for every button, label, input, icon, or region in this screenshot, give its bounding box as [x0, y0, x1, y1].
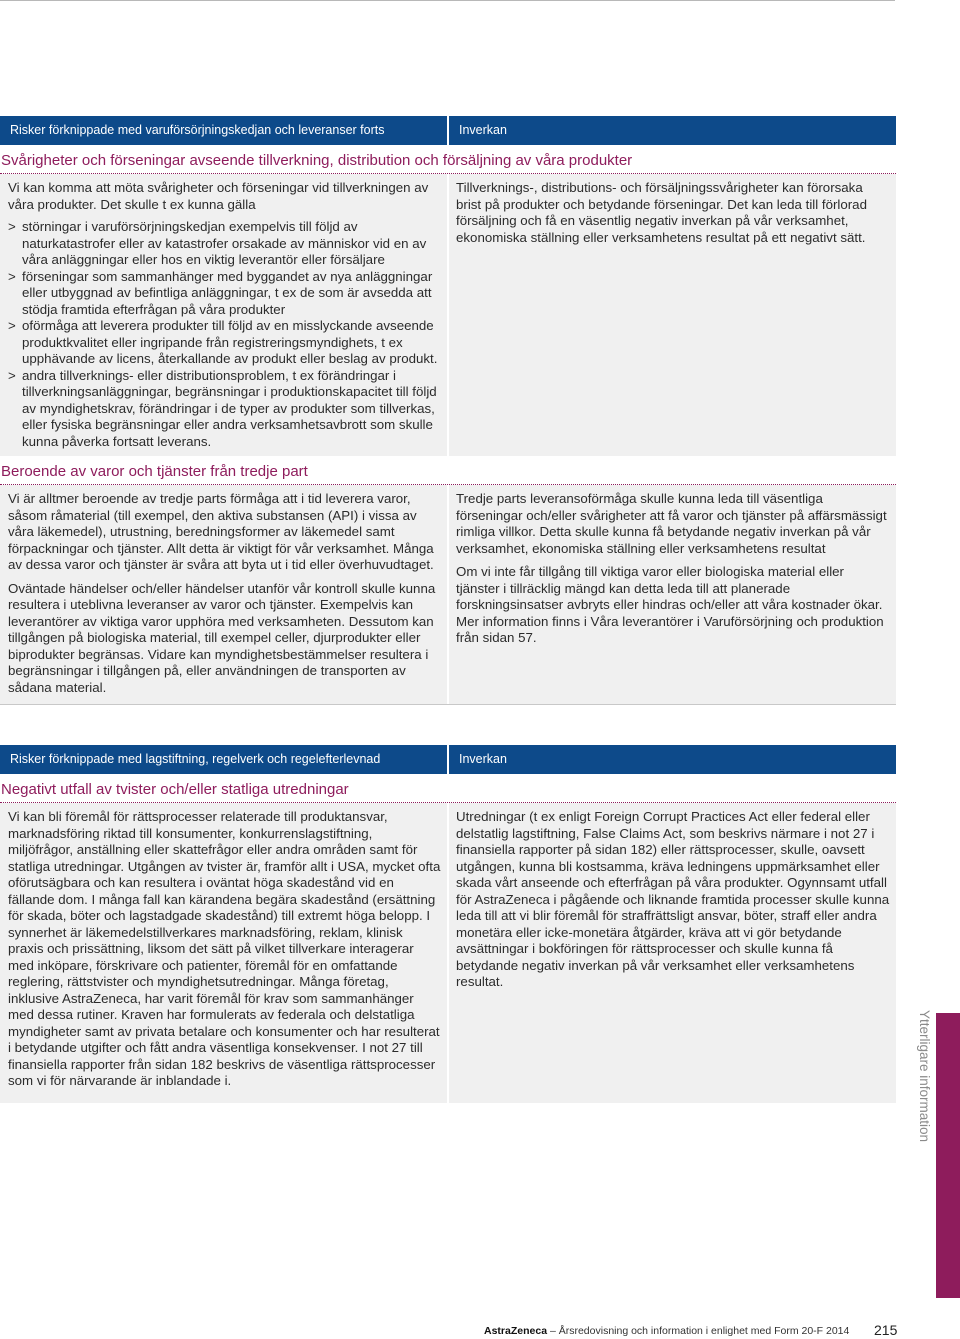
footer-document-title: Årsredovisning och information i enlighet med Form 20-F 2014: [558, 1325, 850, 1337]
header-risk-category: Risker förknippade med lagstiftning, regelverk och regelefterlevnad: [0, 745, 447, 774]
footer-company: AstraZeneca: [484, 1325, 548, 1337]
table-header: [0, 116, 896, 145]
page-number: 215: [874, 1322, 898, 1338]
section-tab-bar: [936, 1013, 960, 1298]
risk-intro: Vi kan komma att möta svårigheter och förseningar vid tillverkningen av våra produkter. Det skulle t ex kunna gälla: [8, 180, 429, 212]
risk-row: [0, 803, 896, 1103]
impact-text: Om vi inte får tillgång till viktiga varor eller biologiska material eller tjänster i tillräcklig mängd kan detta leda till att planerade forskningsinsatser avbryts eller hindras och/eller att våra kostnader ökar. Mer information finns i Våra leverantörer i Varuförsörjning och produktion från sidan 57.: [456, 564, 884, 645]
list-item: > störningar i varuförsörjningskedjan exempelvis till följd av naturkatastrofer eller av katastrofer orsakade av människor vid en av våra anläggningar eller hos en viktig leverantör eller försäljare: [8, 219, 427, 267]
impact-text: Tillverknings-, distributions- och försäljningssvårigheter kan förorsaka brist på produkter och betydande förseningar. Det kan leda till förlorad försäljning och få en väsentlig negativ inverkan på vår verksamhet, ekonomiska ställning eller verksamhetens resultat på ett negativt sätt.: [456, 180, 867, 245]
supply-chain-risk-table: [0, 116, 896, 705]
risk-paragraph: Oväntade händelser och/eller händelser utanför vår kontroll skulle kunna resultera i uteblivna leveranser av varor och tjänster. Exempelvis kan leverantörer av viktiga varor upphöra med verksamheten. Dessutom kan tillgången på biologiska material, till exempel celler, djurprodukter eller biprodukter begränsas. Vidare kan myndighetsbestämmelser resultera i begränsningar i tillgången på, eller användningen de transporten av sådana material.: [8, 580, 436, 695]
list-item: > oförmåga att leverera produkter till följd av en misslyckande avseende produktkvalitet eller ingripande från registreringsmyndighets, t ex upphävande av licens, återkallande av produkt eller beslag av produkt.: [8, 318, 438, 366]
risk-description: [0, 485, 447, 704]
list-item: > andra tillverknings- eller distributionsproblem, t ex förändringar i tillverkningsanläggningar, begränsningar i produktionskapacitet till följd av myndighetskrav, förändringar i de typer av produkter som tillverkas, eller fysiska begränsningar eller andra verksamhetsavbrott som skulle kunna påverka fortsatt leverans.: [8, 367, 437, 449]
bullet-marker: >: [8, 268, 16, 284]
bullet-marker: >: [8, 318, 16, 333]
bullet-marker: >: [8, 367, 16, 383]
legal-risk-table: [0, 745, 896, 1103]
header-impact: Inverkan: [449, 745, 896, 774]
table-header: [0, 745, 896, 774]
risk-impact: [449, 174, 896, 456]
risk-paragraph: Vi kan bli föremål för rättsprocesser relaterade till produktansvar, marknadsföring riktad till konsumenter, konkurrenslagstiftning, miljöfrågor, anställning eller skattefrågor eller andra områden samt för statliga utredningar. Utgången av tvister är, framför allt i USA, mycket ofta oförutsägbara och kan resultera i oväntat höga skadestånd vid en fällande dom. I många fall kan kärandena begära skadestånd (ersättning för skada, böter och lagstadgade skadestånd) till extremt höga belopp. I synnerhet är läkemedelstillverkares marknadsföring, reklam, klinisk praxis och prissättning, liksom det sätt på vilket tillverkare interagerar med inköpare, förskrivare och patienter, föremål för en omfattande reglering, rättstvister och myndighetsutredningar. Många företag, inklusive AstraZeneca, har varit föremål för krav som sammanhänger med dessa rutiner. Kraven har formulerats av federala och delstatliga myndigheter samt av privata betalare och konsumenter och har resulterat i betydande utgifter och fått andra väsentliga konsekvenser. I not 27 till finansiella rapporter från sidan 182 beskrivs de väsentliga rättsprocesser som vi för närvarande är inblandade i.: [8, 809, 441, 1088]
risk-impact: [449, 485, 896, 704]
header-risk-category: Risker förknippade med varuförsörjningskedjan och leveranser forts: [0, 116, 447, 145]
risk-title: Beroende av varor och tjänster från tredje part: [0, 456, 896, 485]
risk-description: [0, 803, 447, 1103]
section-tab-label: Ytterligare information: [917, 1010, 932, 1143]
impact-text: Utredningar (t ex enligt Foreign Corrupt Practices Act eller federal eller delstatlig lagstiftning, False Claims Act, som beskrivs närmare i not 27 i finansiella rapporter på sidan 182) eller rättsprocesser, skulle, oavsett utgången, kunna bli kostsamma, kräva ledningens uppmärksamhet eller skada vårt anseende och efterfrågan på våra produkter. Ogynnsamt utfall för AstraZeneca i pågående och liknande framtida processer skulle kunna leda till att vi blir föremål för straffrättsligt ansvar, böter, straff eller andra monetära eller icke-monetära åtgärder, kräva att vi gör betydande avsättningar i bokföringen för rättsprocesser och skulle kunna få betydande negativ inverkan på vår verksamhet eller verksamhetens resultat.: [456, 809, 890, 989]
header-impact: Inverkan: [449, 116, 896, 145]
risk-title: Negativt utfall av tvister och/eller statliga utredningar: [0, 774, 896, 803]
footer-dash: –: [547, 1325, 559, 1337]
table-bottom-rule: [0, 704, 896, 705]
impact-text: Tredje parts leveransoförmåga skulle kunna leda till väsentliga förseningar och/eller svårigheter att få varor och tjänster på affärsmässigt rimliga villkor. Detta skulle kunna få betydande negativ inverkan på vår verksamhet, ekonomiska ställning eller verksamhetens resultat: [456, 491, 887, 556]
bullet-marker: >: [8, 219, 16, 234]
risk-title: Svårigheter och förseningar avseende tillverkning, distribution och försäljning av våra produkter: [0, 145, 896, 174]
risk-description: [0, 174, 447, 456]
list-item: > förseningar som sammanhänger med byggandet av nya anläggningar eller utbyggnad av befintliga anläggningar, t ex de som är avsedda att stödja framtida efterfrågan på våra produkter: [8, 268, 433, 317]
risk-paragraph: Vi är alltmer beroende av tredje parts förmåga att i tid leverera varor, såsom råmaterial (till exempel, den aktiva substansen (API) i vissa av våra läkemedel), utrustning, beredningsformer av läkemedel samt förpackningar och tjänster. Allt detta är viktigt för vår verksamhet. Många av dessa varor och tjänster är svåra att byta ut i tid eller överhuvudtaget.: [8, 491, 434, 572]
risk-row: [0, 174, 896, 456]
risk-row: [0, 485, 896, 704]
top-rule: [0, 0, 895, 1]
footer: [484, 1325, 849, 1337]
risk-bullet-list: [8, 219, 441, 450]
risk-impact: [449, 803, 896, 1103]
